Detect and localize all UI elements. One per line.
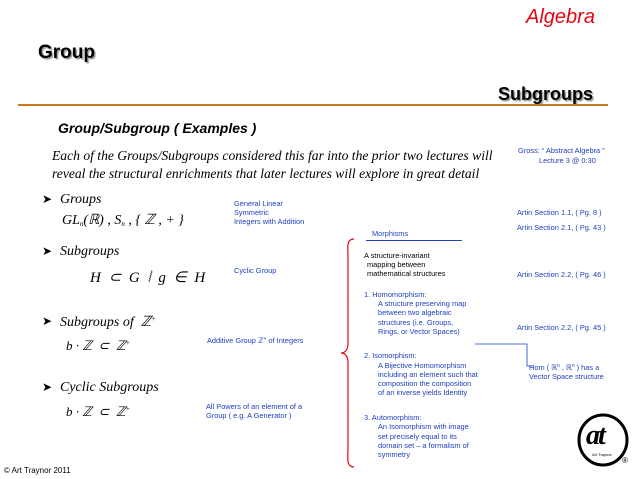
ref-artin-4: Artin Section 2.2, ( Pg. 45 )	[517, 323, 606, 332]
morphisms-title: Morphisms	[372, 229, 409, 238]
ref-artin-3: Artin Section 2.2, ( Pg. 46 )	[517, 270, 606, 279]
isomorphism-line-3: composition the composition	[378, 379, 472, 388]
intro-line-1: Each of the Groups/Subgroups considered this far into the prior two lectures will	[52, 148, 493, 163]
bullet-groups-label: Groups	[60, 192, 102, 207]
ref-gross-2: Lecture 3 @ 0:30	[539, 156, 596, 165]
morphisms-desc-1: A structure-invariant	[364, 251, 430, 260]
automorphism-line-1: An Isomorphism with image	[378, 422, 469, 431]
registered-mark: ®	[622, 456, 628, 465]
bullet-arrow-icon: ➤	[42, 192, 53, 206]
note-integers-addition: Integers with Addition	[234, 217, 305, 226]
automorphism-title: 3. Automorphism:	[364, 413, 422, 422]
homomorphism-line-1: A structure preserving map	[378, 299, 467, 308]
intro-line-2: reveal the structural enrichments that later lectures will explore in great detail	[52, 166, 480, 181]
hom-note-2: Vector Space structure	[529, 372, 604, 381]
homomorphism-line-4: Rings, or Vector Spaces)	[378, 327, 460, 336]
morphisms-underline	[366, 240, 462, 241]
page-title: Group	[38, 42, 95, 63]
isomorphism-line-1: A Bijective Homomorphism	[378, 361, 467, 370]
ref-artin-1: Artin Section 1.1, ( Pg. 8 )	[517, 208, 602, 217]
brace-icon	[340, 238, 356, 468]
bullet-cyclic-subgroups-label: Cyclic Subgroups	[60, 380, 159, 395]
groups-formula: $GL_n(ℝ)$ , $S_n$ , { ℤ , + }	[62, 213, 184, 228]
subgroups-formula: H ⊂ G ⦚ g ∈ H	[90, 270, 206, 286]
morphisms-desc-2: mapping between	[367, 260, 426, 269]
note-symmetric: Symmetric	[234, 208, 269, 217]
cyclic-subgroups-formula: b · ℤ ⊂ ℤ+	[66, 404, 131, 419]
homomorphism-title: 1. Homomorphism:	[364, 290, 427, 299]
logo-mark: at	[586, 420, 604, 451]
homomorphism-line-3: structures (i.e. Groups,	[378, 318, 454, 327]
automorphism-line-4: symmetry	[378, 450, 411, 459]
note-powers-2: Group ( e.g. A Generator )	[206, 411, 292, 420]
intro-heading: Group/Subgroup ( Examples )	[58, 120, 257, 136]
topic-label: Algebra	[526, 6, 595, 28]
isomorphism-line-4: of an inverse yields Identity	[378, 388, 468, 397]
bullet-arrow-icon: ➤	[42, 244, 53, 258]
bullet-arrow-icon: ➤	[42, 380, 53, 394]
note-additive-group: Additive Group ℤ+ of Integers	[207, 336, 304, 345]
morphisms-desc-3: mathematical structures	[367, 269, 446, 278]
automorphism-line-2: set precisely equal to its	[378, 432, 457, 441]
note-cyclic-group: Cyclic Group	[234, 266, 277, 275]
header-rule	[18, 104, 608, 106]
isomorphism-line-2: including an element such that	[378, 370, 478, 379]
logo-caption: Art Traynor	[592, 452, 612, 457]
subgroups-of-z-formula: b · ℤ ⊂ ℤ+	[66, 338, 131, 353]
ref-artin-2: Artin Section 2.1, ( Pg. 43 )	[517, 223, 606, 232]
copyright-text: © Art Traynor 2011	[4, 466, 71, 475]
author-logo	[576, 412, 630, 470]
note-powers-1: All Powers of an element of a	[206, 402, 303, 411]
hom-note-1: Hom ( ℝ$^n$ , ℝ$^n$ ) has a	[529, 363, 600, 372]
bullet-subgroups-of-z-label: Subgroups of ℤ+	[60, 315, 156, 330]
automorphism-line-3: domain set – a formalism of	[378, 441, 469, 450]
isomorphism-title: 2. Isomorphism:	[364, 351, 417, 360]
ref-gross-1: Gross: “ Abstract Algebra ”	[518, 146, 605, 155]
connector-line	[475, 340, 535, 380]
note-general-linear: General Linear	[234, 199, 283, 208]
section-subtitle: Subgroups	[498, 84, 593, 104]
bullet-arrow-icon: ➤	[42, 314, 53, 328]
bullet-subgroups-label: Subgroups	[60, 244, 120, 259]
homomorphism-line-2: between two algebraic	[378, 308, 452, 317]
